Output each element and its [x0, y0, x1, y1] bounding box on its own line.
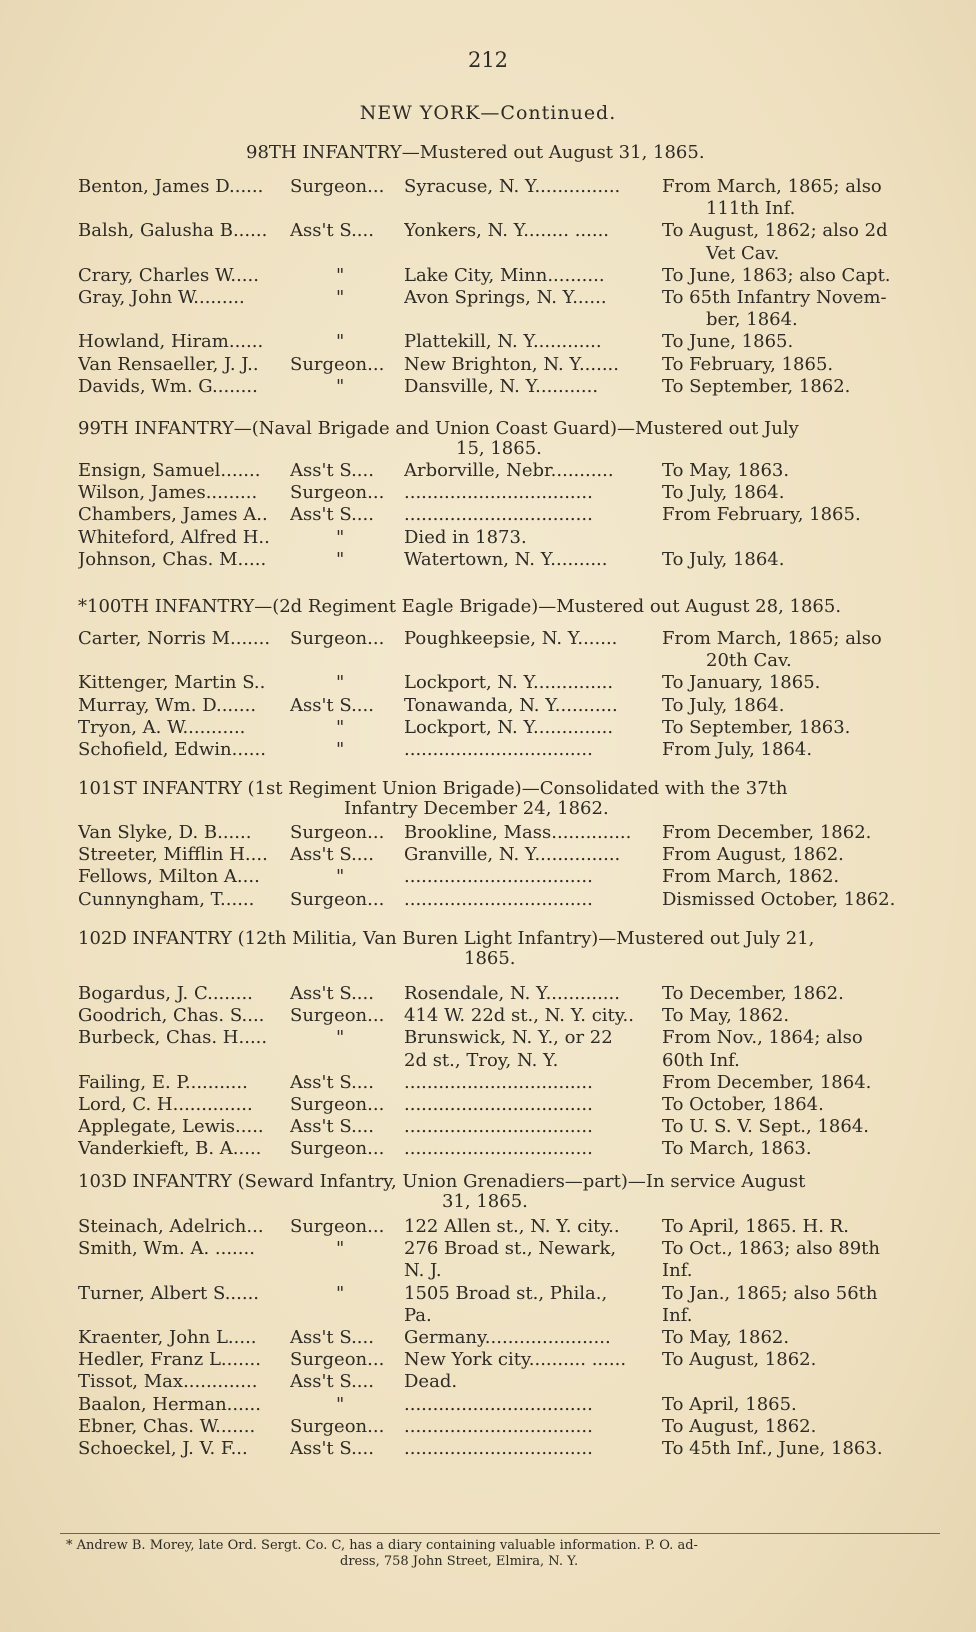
- service-record: To Oct., 1863; also 89th: [662, 1238, 881, 1260]
- section-heading-continuation: 31, 1865.: [442, 1191, 528, 1212]
- roster-entry: [0, 220, 976, 242]
- officer-rank: Ass't S....: [290, 220, 374, 242]
- officer-rank: ": [336, 548, 345, 570]
- service-record: To January, 1865.: [662, 672, 821, 694]
- officer-name: Crary, Charles W.....: [78, 264, 259, 286]
- residence: Yonkers, N. Y........ ......: [404, 220, 610, 242]
- officer-name: Tryon, A. W...........: [78, 716, 246, 738]
- officer-rank: Surgeon...: [290, 176, 385, 197]
- officer-rank: ": [336, 1393, 345, 1415]
- roster-entry: [0, 717, 976, 739]
- officer-rank: Ass't S....: [290, 1071, 374, 1093]
- service-record: To September, 1862.: [662, 375, 851, 397]
- roster-entry: [0, 1371, 976, 1393]
- residence: Brunswick, N. Y., or 22: [404, 1027, 613, 1049]
- service-record: Inf.: [662, 1304, 693, 1326]
- service-record: To December, 1862.: [662, 983, 844, 1004]
- officer-rank: Ass't S....: [290, 1116, 374, 1138]
- residence: Lockport, N. Y..............: [404, 672, 614, 694]
- residence: Poughkeepsie, N. Y.......: [404, 628, 618, 649]
- service-record: To June, 1863; also Capt.: [662, 264, 891, 286]
- residence: .................................: [404, 1438, 593, 1459]
- service-record: From Nov., 1864; also: [662, 1027, 863, 1049]
- residence: Tonawanda, N. Y...........: [404, 694, 618, 716]
- section-heading: 103D INFANTRY (Seward Infantry, Union Grenadiers—part)—In service August: [78, 1171, 806, 1192]
- service-record: To May, 1862.: [662, 1327, 790, 1348]
- residence: .................................: [404, 1116, 593, 1138]
- roster-entry: [0, 844, 976, 866]
- service-record: To July, 1864.: [662, 548, 785, 570]
- section-heading: 98TH INFANTRY—Mustered out August 31, 1865.: [246, 142, 705, 163]
- roster-entry: [0, 1027, 976, 1049]
- residence: Granville, N. Y...............: [404, 844, 621, 866]
- page-number: 212: [467, 48, 509, 72]
- service-record: From March, 1865; also: [662, 176, 882, 197]
- roster-entry: [0, 1283, 976, 1305]
- service-record: To February, 1865.: [662, 353, 834, 375]
- officer-rank: ": [336, 264, 345, 286]
- service-record: From March, 1865; also: [662, 628, 882, 649]
- officer-rank: Surgeon...: [290, 353, 385, 375]
- service-record: Vet Cav.: [706, 242, 780, 264]
- residence: Syracuse, N. Y...............: [404, 176, 621, 197]
- service-record: To August, 1862; also 2d: [662, 220, 888, 242]
- roster-entry: [0, 287, 976, 309]
- officer-rank: Ass't S....: [290, 1371, 374, 1393]
- roster-entry: [0, 672, 976, 694]
- roster-entry: [0, 695, 976, 717]
- officer-rank: ": [336, 866, 345, 888]
- officer-name: Kittenger, Martin S..: [78, 672, 266, 694]
- service-record: To April, 1865. H. R.: [662, 1216, 849, 1237]
- residence: Died in 1873.: [404, 526, 527, 548]
- service-record: From August, 1862.: [662, 844, 844, 866]
- officer-name: Vanderkieft, B. A.....: [78, 1138, 262, 1160]
- roster-entry: [0, 354, 976, 376]
- officer-rank: Surgeon...: [290, 1349, 385, 1371]
- section-heading-continuation: 1865.: [464, 948, 516, 969]
- residence: Dead.: [404, 1371, 458, 1393]
- residence: Rosendale, N. Y.............: [404, 983, 620, 1004]
- officer-rank: Surgeon...: [290, 822, 385, 843]
- service-record: 20th Cav.: [706, 650, 792, 672]
- section-heading: 101ST INFANTRY (1st Regiment Union Brigade)—Consolidated with the 37th: [78, 778, 788, 799]
- officer-name: Lord, C. H..............: [78, 1094, 253, 1115]
- officer-name: Kraenter, John L.....: [78, 1327, 257, 1348]
- officer-name: Ensign, Samuel.......: [78, 460, 261, 481]
- officer-name: Baalon, Herman......: [78, 1393, 261, 1415]
- officer-name: Smith, Wm. A. .......: [78, 1238, 255, 1260]
- service-record: From July, 1864.: [662, 739, 813, 760]
- officer-name: Gray, John W.........: [78, 287, 245, 308]
- roster-entry: [0, 1050, 976, 1072]
- residence: Avon Springs, N. Y......: [404, 287, 607, 308]
- officer-rank: ": [336, 331, 345, 353]
- roster-entry: [0, 1349, 976, 1371]
- section-heading: 102D INFANTRY (12th Militia, Van Buren Light Infantry)—Mustered out July 21,: [78, 928, 815, 949]
- service-record: To March, 1863.: [662, 1138, 812, 1160]
- residence: .................................: [404, 1393, 593, 1415]
- officer-name: Steinach, Adelrich...: [78, 1216, 264, 1237]
- officer-rank: Ass't S....: [290, 1327, 374, 1348]
- service-record: 60th Inf.: [662, 1049, 740, 1071]
- residence: Lockport, N. Y..............: [404, 716, 614, 738]
- officer-rank: ": [336, 1282, 345, 1304]
- residence: Germany......................: [404, 1327, 611, 1348]
- service-record: To October, 1864.: [662, 1094, 824, 1115]
- officer-rank: Surgeon...: [290, 1005, 385, 1027]
- residence: 122 Allen st., N. Y. city..: [404, 1216, 620, 1237]
- officer-rank: Surgeon...: [290, 1216, 385, 1237]
- residence: .................................: [404, 866, 593, 888]
- officer-rank: Surgeon...: [290, 482, 385, 504]
- residence: 414 W. 22d st., N. Y. city..: [404, 1005, 635, 1027]
- officer-name: Van Rensaeller, J. J..: [78, 353, 259, 375]
- service-record: To August, 1862.: [662, 1349, 817, 1371]
- officer-rank: Surgeon...: [290, 888, 385, 910]
- officer-name: Balsh, Galusha B......: [78, 220, 268, 242]
- officer-rank: Ass't S....: [290, 504, 374, 526]
- roster-entry: [0, 1394, 976, 1416]
- officer-rank: Ass't S....: [290, 460, 374, 481]
- residence: Dansville, N. Y...........: [404, 375, 599, 397]
- service-record: Inf.: [662, 1260, 693, 1282]
- footnote: * Andrew B. Morey, late Ord. Sergt. Co. C, has a diary containing valuable information. P. O. ad-: [66, 1538, 698, 1553]
- service-record: Dismissed October, 1862.: [662, 888, 896, 910]
- residence: Watertown, N. Y..........: [404, 548, 608, 570]
- service-record: To July, 1864.: [662, 694, 785, 716]
- officer-name: Burbeck, Chas. H.....: [78, 1027, 268, 1049]
- officer-name: Streeter, Mifflin H....: [78, 844, 268, 866]
- roster-entry: [0, 983, 976, 1005]
- officer-name: Schofield, Edwin......: [78, 739, 266, 760]
- officer-rank: Ass't S....: [290, 983, 374, 1004]
- service-record: To August, 1862.: [662, 1415, 817, 1437]
- residence: Plattekill, N. Y............: [404, 331, 602, 353]
- roster-entry: [0, 482, 976, 504]
- roster-entry: [0, 628, 976, 650]
- officer-name: Davids, Wm. G........: [78, 375, 258, 397]
- officer-rank: ": [336, 716, 345, 738]
- officer-name: Failing, E. P...........: [78, 1071, 248, 1093]
- roster-entry: [0, 198, 976, 220]
- service-record: From December, 1862.: [662, 822, 872, 843]
- residence: .................................: [404, 1138, 593, 1160]
- residence: 1505 Broad st., Phila.,: [404, 1282, 608, 1304]
- service-record: From December, 1864.: [662, 1071, 872, 1093]
- officer-rank: Ass't S....: [290, 1438, 374, 1459]
- officer-name: Johnson, Chas. M.....: [78, 548, 267, 570]
- officer-rank: ": [336, 287, 345, 308]
- residence: .................................: [404, 739, 593, 760]
- officer-name: Fellows, Milton A....: [78, 866, 260, 888]
- section-heading-continuation: 15, 1865.: [456, 438, 542, 459]
- service-record: To May, 1863.: [662, 460, 790, 481]
- service-record: From February, 1865.: [662, 504, 861, 526]
- footnote-continuation: dress, 758 John Street, Elmira, N. Y.: [340, 1554, 579, 1569]
- roster-entry: [0, 1327, 976, 1349]
- officer-rank: Surgeon...: [290, 1094, 385, 1115]
- officer-rank: Surgeon...: [290, 1415, 385, 1437]
- officer-name: Murray, Wm. D.......: [78, 694, 257, 716]
- residence: 276 Broad st., Newark,: [404, 1238, 617, 1260]
- officer-rank: ": [336, 375, 345, 397]
- roster-entry: [0, 504, 976, 526]
- roster-entry: [0, 650, 976, 672]
- roster-entry: [0, 549, 976, 571]
- roster-entry: [0, 1094, 976, 1116]
- service-record: ber, 1864.: [706, 309, 798, 331]
- section-heading-continuation: Infantry December 24, 1862.: [344, 798, 609, 819]
- officer-rank: Ass't S....: [290, 844, 374, 866]
- officer-name: Schoeckel, J. V. F...: [78, 1438, 248, 1459]
- officer-name: Howland, Hiram......: [78, 331, 264, 353]
- officer-rank: ": [336, 1027, 345, 1049]
- residence: Arborville, Nebr...........: [404, 460, 614, 481]
- service-record: To May, 1862.: [662, 1005, 790, 1027]
- roster-entry: [0, 739, 976, 761]
- section-heading: 99TH INFANTRY—(Naval Brigade and Union Coast Guard)—Mustered out July: [78, 418, 799, 439]
- residence: .................................: [404, 1071, 593, 1093]
- service-record: To 45th Inf., June, 1863.: [662, 1438, 883, 1459]
- roster-entry: [0, 1416, 976, 1438]
- roster-entry: [0, 1305, 976, 1327]
- residence: Pa.: [404, 1304, 432, 1326]
- residence: Lake City, Minn..........: [404, 264, 605, 286]
- officer-name: Benton, James D......: [78, 176, 264, 197]
- service-record: To July, 1864.: [662, 482, 785, 504]
- roster-entry: [0, 1238, 976, 1260]
- roster-entry: [0, 1072, 976, 1094]
- residence: New York city.......... ......: [404, 1349, 627, 1371]
- officer-rank: ": [336, 739, 345, 760]
- roster-entry: [0, 1138, 976, 1160]
- officer-name: Tissot, Max.............: [78, 1371, 258, 1393]
- officer-rank: ": [336, 1238, 345, 1260]
- residence: 2d st., Troy, N. Y.: [404, 1049, 559, 1071]
- officer-rank: ": [336, 526, 345, 548]
- service-record: To September, 1863.: [662, 716, 851, 738]
- state-title: NEW YORK—Continued.: [359, 102, 617, 124]
- service-record: To Jan., 1865; also 56th: [662, 1282, 878, 1304]
- roster-entry: [0, 527, 976, 549]
- residence: .................................: [404, 482, 593, 504]
- footnote-rule: [60, 1533, 940, 1534]
- roster-entry: [0, 1260, 976, 1282]
- officer-rank: Surgeon...: [290, 628, 385, 649]
- roster-entry: [0, 460, 976, 482]
- officer-name: Cunnyngham, T......: [78, 888, 255, 910]
- officer-name: Goodrich, Chas. S....: [78, 1005, 265, 1027]
- officer-name: Carter, Norris M.......: [78, 628, 271, 649]
- roster-entry: [0, 1005, 976, 1027]
- roster-entry: [0, 309, 976, 331]
- roster-entry: [0, 265, 976, 287]
- service-record: To June, 1865.: [662, 331, 794, 353]
- section-heading: *100TH INFANTRY—(2d Regiment Eagle Brigade)—Mustered out August 28, 1865.: [78, 596, 842, 617]
- roster-entry: [0, 243, 976, 265]
- roster-entry: [0, 866, 976, 888]
- service-record: To 65th Infantry Novem-: [662, 287, 887, 308]
- residence: New Brighton, N. Y.......: [404, 353, 619, 375]
- roster-entry: [0, 1438, 976, 1460]
- officer-name: Turner, Albert S......: [78, 1282, 260, 1304]
- officer-name: Hedler, Franz L.......: [78, 1349, 261, 1371]
- service-record: To April, 1865.: [662, 1393, 797, 1415]
- residence: .................................: [404, 888, 593, 910]
- residence: .................................: [404, 1094, 593, 1115]
- roster-entry: [0, 331, 976, 353]
- officer-rank: Surgeon...: [290, 1138, 385, 1160]
- residence: .................................: [404, 504, 593, 526]
- roster-entry: [0, 822, 976, 844]
- officer-name: Ebner, Chas. W.......: [78, 1415, 256, 1437]
- residence: Brookline, Mass..............: [404, 822, 632, 843]
- officer-rank: Ass't S....: [290, 694, 374, 716]
- residence: .................................: [404, 1415, 593, 1437]
- roster-entry: [0, 176, 976, 198]
- roster-entry: [0, 1116, 976, 1138]
- officer-name: Chambers, James A..: [78, 504, 268, 526]
- service-record: To U. S. V. Sept., 1864.: [662, 1116, 869, 1138]
- officer-name: Wilson, James.........: [78, 482, 258, 504]
- officer-name: Bogardus, J. C........: [78, 983, 253, 1004]
- roster-entry: [0, 1216, 976, 1238]
- officer-rank: ": [336, 672, 345, 694]
- officer-name: Applegate, Lewis.....: [78, 1116, 264, 1138]
- officer-name: Whiteford, Alfred H..: [78, 526, 270, 548]
- roster-entry: [0, 889, 976, 911]
- service-record: From March, 1862.: [662, 866, 840, 888]
- service-record: 111th Inf.: [706, 198, 796, 220]
- residence: N. J.: [404, 1260, 442, 1282]
- roster-entry: [0, 376, 976, 398]
- officer-name: Van Slyke, D. B......: [78, 822, 252, 843]
